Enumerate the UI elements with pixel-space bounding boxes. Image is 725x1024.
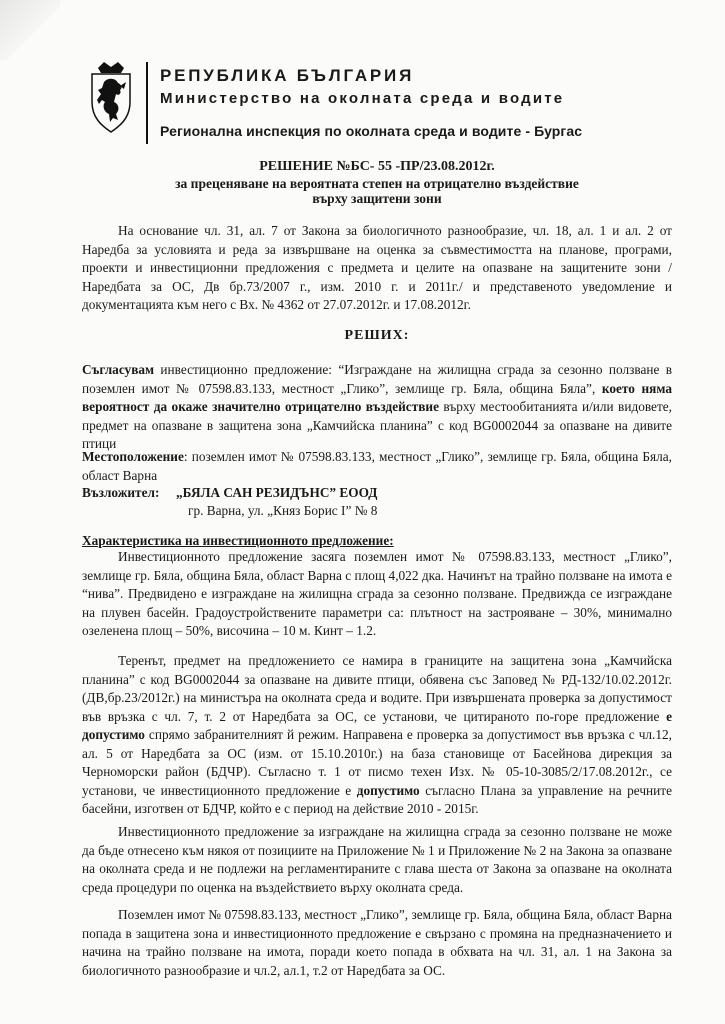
agreement-text-2: върху местообитанията и/или видовете, предмет на опазване в защитена зона „Камчийска планина” с код BG0002044 за опазване на дивите птици bbox=[82, 399, 672, 451]
decision-subtitle-line2: върху защитени зони bbox=[312, 191, 442, 206]
char-p2-text-b: спрямо забранителният й режим. Направена е проверка за допустимост във връзка с чл.12, ал. 5 от Наредбата за ОС (изм. от 15.10.2010г.) на база становище от Басейнова дирекция за Черноморски район (БДЧР). Съгласно т. 1 от писмо техен Изх. № 05-10-3085/2/17.08.2012г., се установи, че инвестиционното предложение е bbox=[82, 727, 672, 798]
location-paragraph bbox=[82, 448, 672, 485]
page-fold-corner bbox=[0, 0, 60, 60]
characteristics-heading: Характеристика на инвестиционното предложение: bbox=[82, 533, 394, 548]
ministry-name: Министерство на околната среда и водите bbox=[160, 90, 565, 107]
char-p2-bold-1: е допустимо bbox=[82, 708, 672, 742]
agreement-lead: Съгласувам bbox=[82, 362, 155, 377]
assignor-name: „БЯЛА САН РЕЗИДЪНС” ЕООД bbox=[176, 485, 378, 500]
agreement-paragraph bbox=[82, 361, 672, 454]
inspectorate-name: Регионална инспекция по околната среда и водите - Бургас bbox=[160, 123, 583, 139]
country-name: РЕПУБЛИКА БЪЛГАРИЯ bbox=[160, 66, 415, 85]
legal-basis-paragraph: На основание чл. 31, ал. 7 от Закона за биологичното разнообразие, чл. 18, ал. 1 и ал. 2 от Наредба за условията и реда за извършване на оценка за съвместимостта на планове, програми, проекти и инвестиционни предложения с предмета и целите на опазване на защитените зони /Наредбата за ОС, Дв бр.73/2007 г., изм. 2010 г. и 2011г./ и представеното уведомление и документацията към него с Вх. № 4362 от 27.07.2012г. и 17.08.2012г. bbox=[82, 223, 672, 312]
characteristics-paragraph-3: Инвестиционното предложение за изграждане на жилищна сграда за сезонно ползване не може да бъде отнесено към някоя от позициите на Приложение № 1 и Приложение № 2 на Закона за опазване на околната среда и не подлежи на регламентираните с глава шеста от Закона за опазване на околната среда процедури по оценка на въздействието върху околната среда. bbox=[82, 824, 672, 895]
assignor-address: гр. Варна, ул. „Княз Борис I” № 8 bbox=[188, 503, 378, 518]
agreement-bold-clause: което няма вероятност да окаже значително отрицателно въздействие bbox=[82, 380, 672, 414]
char-p2-text-c: съгласно Плана за управление на речните басейни, изготвен от БДЧР, който е с период на действие 2010 - 2015г. bbox=[82, 782, 672, 816]
header-divider bbox=[146, 62, 148, 144]
agreement-text-1: инвестиционно предложение: “Изграждане на жилищна сграда за сезонно ползване в поземлен имот № 07598.83.133, местност „Глико”, землище гр. Бяла, община Бяла”, bbox=[82, 362, 672, 396]
characteristics-paragraph-1: Инвестиционното предложение засяга поземлен имот № 07598.83.133, местност „Глико”, землище гр. Бяла, община Бяла, област Варна с площ 4,022 дка. Начинът на трайно ползване на имота е “нива”. Предвидено е изграждане на жилищна сграда за сезонно ползване. Предвижда се изграждане на плувен басейн. Градоустройствените параметри са: плътност на застрояване – 30%, минимално озеленена площ – 50%, височина – 10 м. Кинт – 1.2. bbox=[82, 549, 672, 638]
characteristics-paragraph-4: Поземлен имот № 07598.83.133, местност „Глико”, землище гр. Бяла, община Бяла, област Варна попада в защитена зона и инвестиционното предложение е свързано с промяна на предназначението и начина на трайно ползване на имота, поради което попада в обхвата на чл. 31, ал. 1 на Закона за биологичното разнообразие и чл.2, ал.1, т.2 от Наредбата за ОС. bbox=[82, 907, 672, 978]
char-p2-text-a: Теренът, предмет на предложението се намира в границите на защитена зона „Камчийска планина” с код BG0002044 за опазване на дивите птици, обявена със Заповед № РД-132/10.02.2012г. (ДВ,бр.23/2012г.) на министъра на околната среда и водите. При извършената проверка за допустимост във връзка с чл. 7, т. 2 от Наредбата за ОС, се установи, че цитираното по-горе предложение bbox=[82, 653, 672, 724]
location-label: Местоположение bbox=[82, 449, 184, 464]
characteristics-paragraph-2 bbox=[82, 652, 672, 819]
location-value: : поземлен имот № 07598.83.133, местност „Глико”, землище гр. Бяла, община Бяла, област Варна bbox=[82, 449, 672, 483]
decision-subtitle-line1: за преценяване на вероятната степен на отрицателно въздействие bbox=[175, 176, 579, 191]
char-p2-bold-2: допустимо bbox=[356, 782, 420, 798]
lion-coat-of-arms-icon bbox=[80, 60, 142, 134]
resolved-heading: РЕШИХ: bbox=[344, 328, 410, 343]
decision-title: РЕШЕНИЕ №БС- 55 -ПР/23.08.2012г. bbox=[259, 159, 495, 174]
assignor-label: Възложител: bbox=[82, 485, 160, 500]
